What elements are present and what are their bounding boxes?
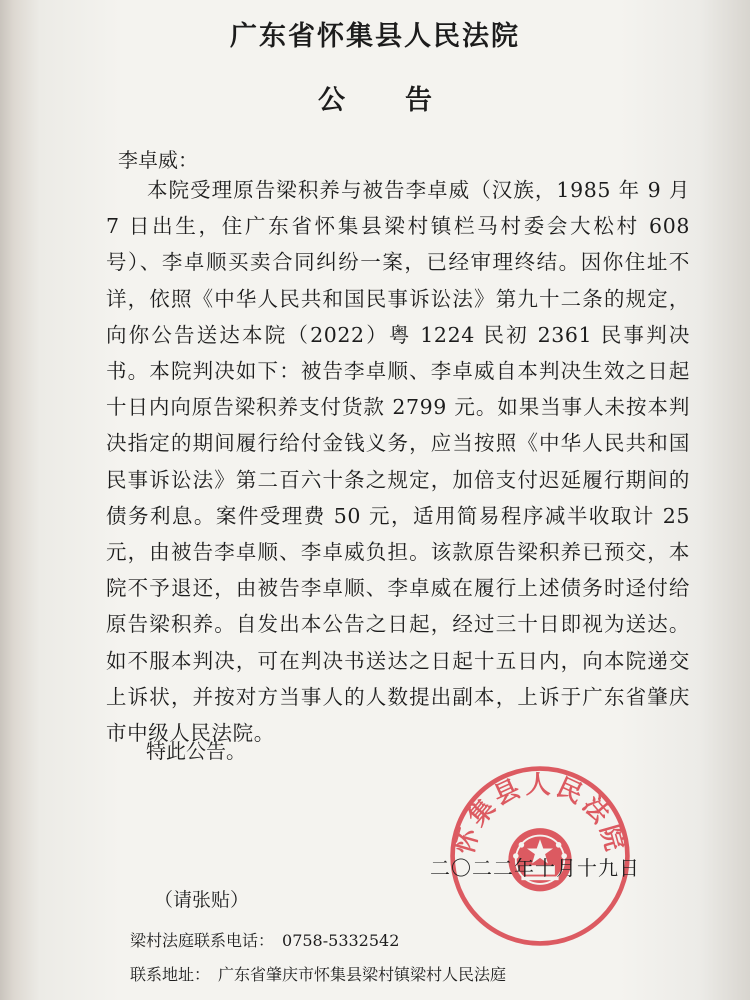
court-name-heading: 广东省怀集县人民法院 xyxy=(230,21,520,52)
notice-body: 本院受理原告梁积养与被告李卓威（汉族，1985 年 9 月 7 日出生，住广东省怀集县梁村镇栏马村委会大松村 608 号）、李卓顺买卖合同纠纷一案，已经审理终结。因你住址不详，依照《中华人民共和国民事诉讼法》第九十二条的规定，向你公告送达本院（2022）粤 1224 民初 2361 民事判决书。本院判决如下：被告李卓顺、李卓威自本判决生效之日起十日内向原告梁积养支付货款 2799 元。如果当事人未按本判决指定的期间履行给付金钱义务，应当按照《中华人民共和国民事诉讼法》第二百六十条之规定，加倍支付迟延履行期间的债务利息。案件受理费 50 元，适用简易程序减半收取计 25 元，由被告李卓顺、李卓威负担。该款原告梁积养已预交，本院不予退还，由被告李卓顺、李卓威在履行上述债务时迳付给原告梁积养。自发出本公告之日起，经过三十日即视为送达。如不服本判决，可在判决书送达之日起十五日内，向本院递交上诉状，并按对方当事人的人数提出副本，上诉于广东省肇庆市中级人民法院。 xyxy=(106,178,690,746)
contact-address-line xyxy=(130,962,506,985)
phone-number: 0758-5332542 xyxy=(282,931,400,950)
phone-label: 梁村法庭联系电话： xyxy=(130,931,275,950)
closing-line: 特此公告。 xyxy=(146,739,246,763)
notice-title: 公告 xyxy=(318,85,492,116)
address-text: 广东省肇庆市怀集县梁村镇梁村人民法庭 xyxy=(218,965,507,984)
addressee: 李卓威： xyxy=(118,148,198,172)
contact-phone-line xyxy=(130,928,399,951)
posting-instruction: （请张贴） xyxy=(154,889,250,911)
svg-text:怀集县人民法院: 怀集县人民法院 xyxy=(449,770,631,858)
issue-date: 二〇二二年十月十九日 xyxy=(430,856,640,880)
address-label: 联系地址： xyxy=(130,965,211,984)
